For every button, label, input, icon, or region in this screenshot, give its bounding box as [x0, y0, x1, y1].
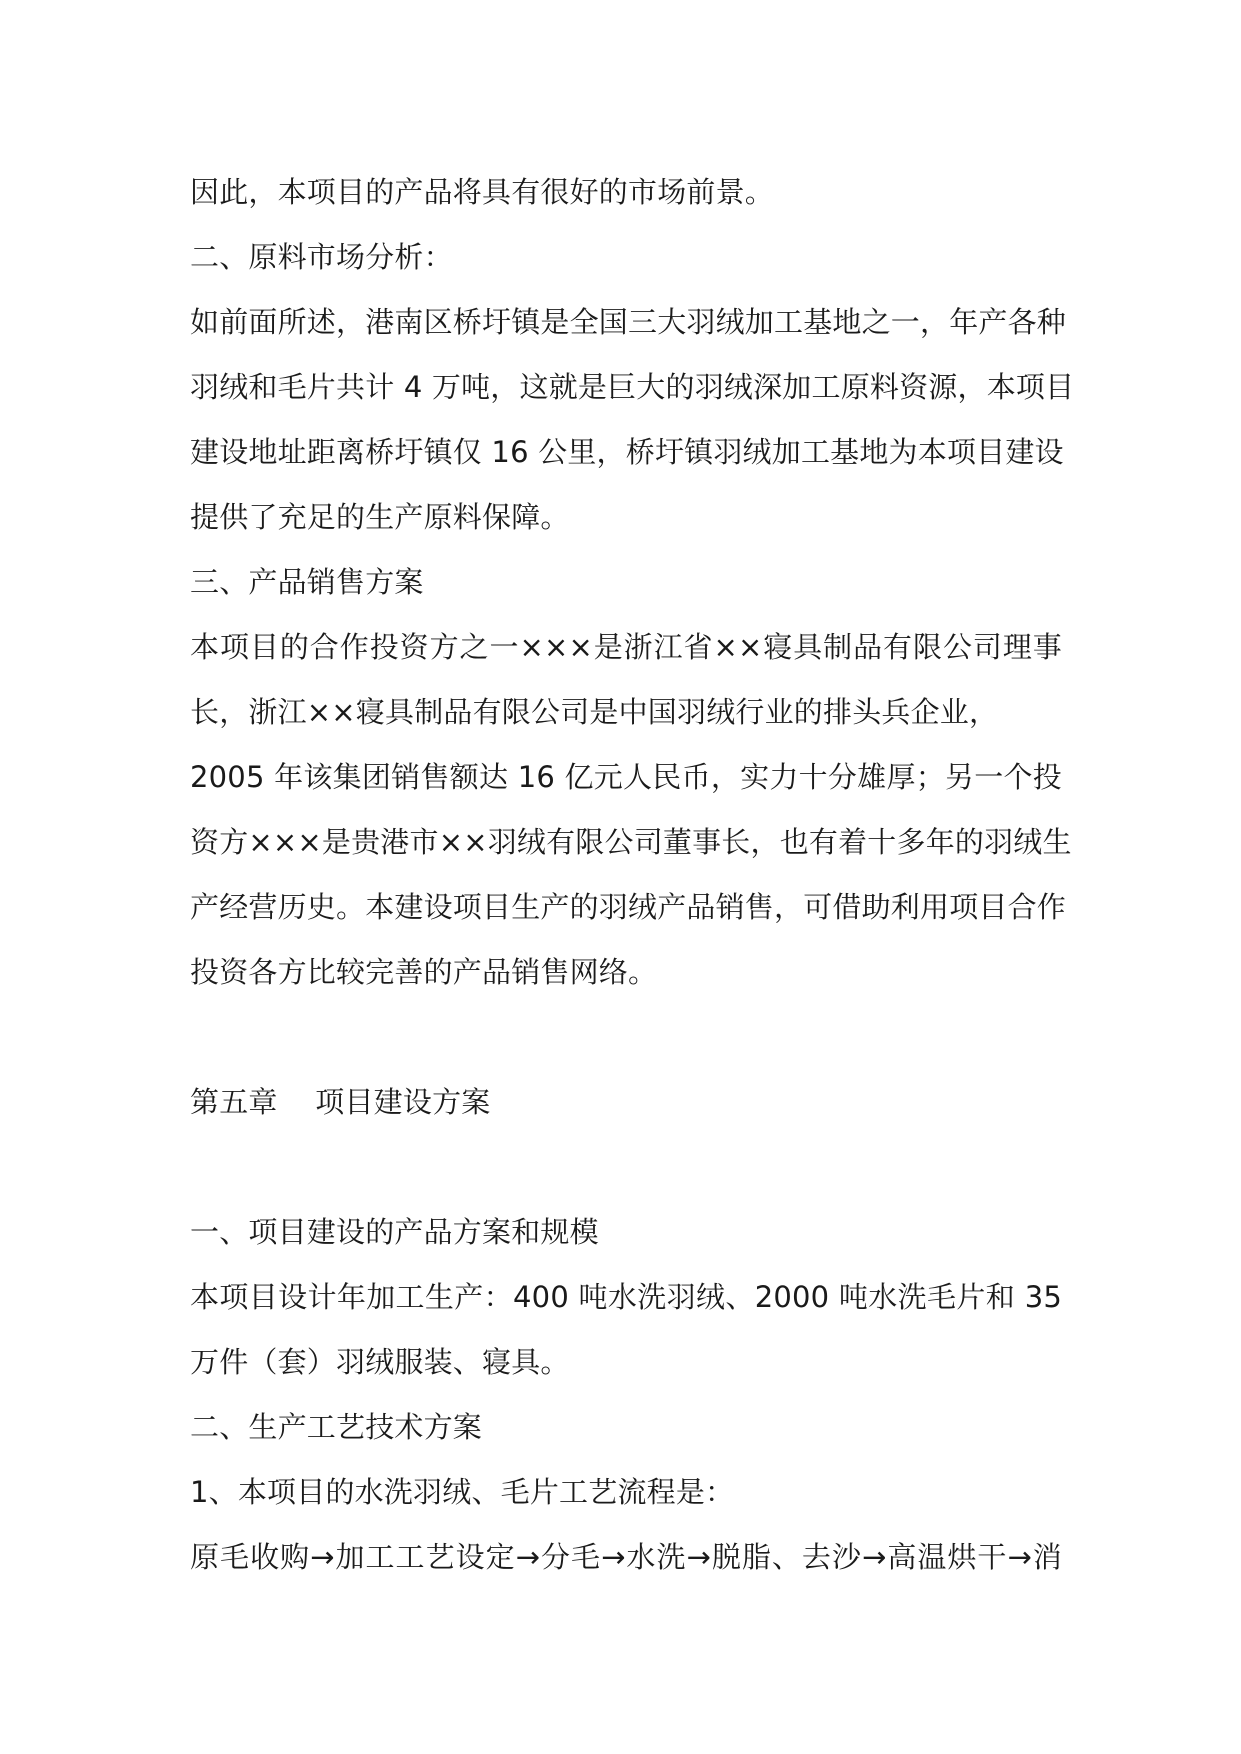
paragraph-line: 万件（套）羽绒服装、寝具。: [190, 1345, 570, 1379]
paragraph-line: 本项目设计年加工生产：400 吨水洗羽绒、2000 吨水洗毛片和 35: [190, 1280, 1062, 1314]
document-body: [190, 160, 1075, 1590]
paragraph-line: 二、生产工艺技术方案: [190, 1410, 483, 1444]
paragraph-line: 长，浙江××寝具制品有限公司是中国羽绒行业的排头兵企业，: [190, 695, 999, 729]
paragraph-line: 本项目的合作投资方之一×××是浙江省××寝具制品有限公司理事: [190, 630, 1062, 664]
paragraph-line: 第五章 项目建设方案: [190, 1085, 491, 1119]
paragraph-line: 三、产品销售方案: [190, 565, 424, 599]
paragraph-line: 2005 年该集团销售额达 16 亿元人民币，实力十分雄厚；另一个投: [190, 760, 1062, 794]
paragraph-line: 如前面所述，港南区桥圩镇是全国三大羽绒加工基地之一，年产各种: [190, 305, 1067, 339]
paragraph-line: 一、项目建设的产品方案和规模: [190, 1215, 599, 1249]
paragraph-line: 投资各方比较完善的产品销售网络。: [190, 955, 658, 989]
paragraph-line: 资方×××是贵港市××羽绒有限公司董事长，也有着十多年的羽绒生: [190, 825, 1072, 859]
paragraph-line: 建设地址距离桥圩镇仅 16 公里，桥圩镇羽绒加工基地为本项目建设: [190, 435, 1064, 469]
paragraph-line: 二、原料市场分析：: [190, 240, 453, 274]
paragraph-line: 提供了充足的生产原料保障。: [190, 500, 570, 534]
paragraph-line: 因此，本项目的产品将具有很好的市场前景。: [190, 175, 775, 209]
paragraph-line: 1、本项目的水洗羽绒、毛片工艺流程是：: [190, 1475, 735, 1509]
blank-line: [190, 1005, 1062, 1070]
paragraph-line: 原毛收购→加工工艺设定→分毛→水洗→脱脂、去沙→高温烘干→消: [190, 1540, 1062, 1574]
blank-line: [190, 1135, 1062, 1200]
paragraph-line: 羽绒和毛片共计 4 万吨，这就是巨大的羽绒深加工原料资源，本项目: [190, 370, 1075, 404]
paragraph-line: 产经营历史。本建设项目生产的羽绒产品销售，可借助利用项目合作: [190, 890, 1067, 924]
